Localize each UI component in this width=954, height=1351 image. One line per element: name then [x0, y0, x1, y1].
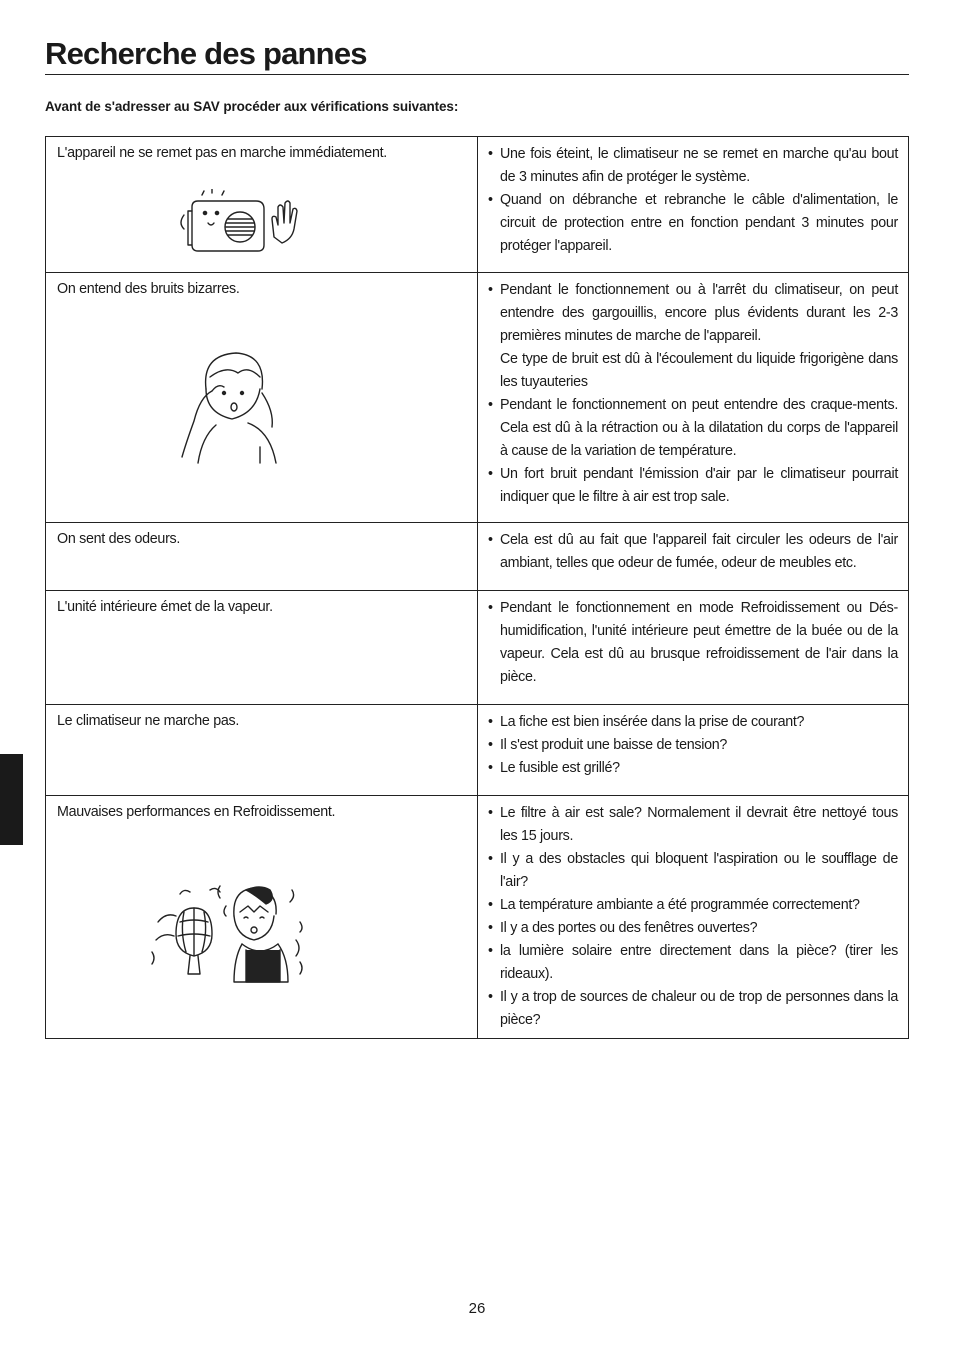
restart-delay-illustration [174, 189, 300, 259]
cause-item: • Pendant le fonctionnement ou à l'arrêt du climatiseur, on peut entendre des gargouillis, encore plus évidents durant les 2-3 premières minutes de marche de l'appareil. [488, 279, 898, 348]
cause-list [488, 279, 898, 509]
problem-cell [46, 796, 478, 1039]
listening-person-illustration [176, 347, 286, 469]
troubleshooting-table [45, 136, 909, 1039]
problem-cell [46, 137, 478, 273]
cause-cell [478, 796, 909, 1039]
page-title: Recherche des pannes [45, 36, 367, 71]
intro-text: Avant de s'adresser au SAV procéder aux vérifications suivantes: [45, 99, 459, 114]
cause-cell [478, 591, 909, 705]
cause-cell [478, 273, 909, 523]
cause-item: Ce type de bruit est dû à l'écoulement du liquide frigorigène dans les tuyauteries [500, 351, 898, 390]
title-divider [45, 74, 909, 75]
cause-list [488, 529, 898, 575]
cause-item: • Le fusible est grillé? [488, 757, 898, 780]
problem-cell [46, 273, 478, 523]
problem-cell [46, 591, 478, 705]
table-row [46, 523, 909, 591]
cause-item: • La température ambiante a été programmée correctement? [488, 894, 898, 917]
problem-text: On entend des bruits bizarres. [57, 281, 240, 297]
page-number: 26 [468, 1300, 486, 1317]
cause-cell [478, 137, 909, 273]
problem-text: Le climatiseur ne marche pas. [57, 713, 240, 729]
cause-list [488, 711, 898, 780]
cause-list [488, 802, 898, 1032]
section-tab-marker [0, 754, 23, 845]
cause-item: • La fiche est bien insérée dans la prise de courant? [488, 711, 898, 734]
hot-person-illustration [150, 882, 310, 986]
cause-item: • Il y a des obstacles qui bloquent l'aspiration ou le soufflage de l'air? [488, 848, 898, 894]
table-row [46, 273, 909, 523]
problem-text: Mauvaises performances en Refroidissement. [57, 804, 336, 820]
cause-item: • Un fort bruit pendant l'émission d'air par le climatiseur pourrait indiquer que le filtre à air est trop sale. [488, 463, 898, 509]
table-row [46, 591, 909, 705]
cause-item: • Il y a trop de sources de chaleur ou de trop de personnes dans la pièce? [488, 986, 898, 1032]
cause-item: • Pendant le fonctionnement on peut entendre des craque-ments. Cela est dû à la rétraction ou à la dilatation du corps de l'appareil à cause de la variation de température. [488, 394, 898, 463]
table-row [46, 796, 909, 1039]
problem-cell [46, 705, 478, 796]
cause-item: • Quand on débranche et rebranche le câble d'alimentation, le circuit de protection entre en fonction pendant 3 minutes pour protéger l'appareil. [488, 189, 898, 258]
cause-item: • Le filtre à air est sale? Normalement il devrait être nettoyé tous les 15 jours. [488, 802, 898, 848]
cause-item: • Une fois éteint, le climatiseur ne se remet en marche qu'au bout de 3 minutes afin de protéger le système. [488, 143, 898, 189]
problem-cell [46, 523, 478, 591]
cause-list [488, 143, 898, 258]
cause-cell [478, 523, 909, 591]
cause-cell [478, 705, 909, 796]
cause-item: • la lumière solaire entre directement dans la pièce? (tirer les rideaux). [488, 940, 898, 986]
cause-list [488, 597, 898, 689]
table-row [46, 705, 909, 796]
cause-item: • Cela est dû au fait que l'appareil fait circuler les odeurs de l'air ambiant, telles que odeur de fumée, odeur de meubles etc. [488, 529, 898, 575]
cause-item: • Il s'est produit une baisse de tension? [488, 734, 898, 757]
table-row [46, 137, 909, 273]
cause-item: • Il y a des portes ou des fenêtres ouvertes? [488, 917, 898, 940]
problem-text: L'unité intérieure émet de la vapeur. [57, 599, 273, 615]
problem-text: On sent des odeurs. [57, 531, 181, 547]
cause-item: • Pendant le fonctionnement en mode Refroidissement ou Dés-humidification, l'unité intérieure peut émettre de la buée ou de la vapeur. Cela est dû au brusque refroidissement de l'air dans la pièce. [488, 597, 898, 689]
problem-text: L'appareil ne se remet pas en marche immédiatement. [57, 145, 387, 161]
